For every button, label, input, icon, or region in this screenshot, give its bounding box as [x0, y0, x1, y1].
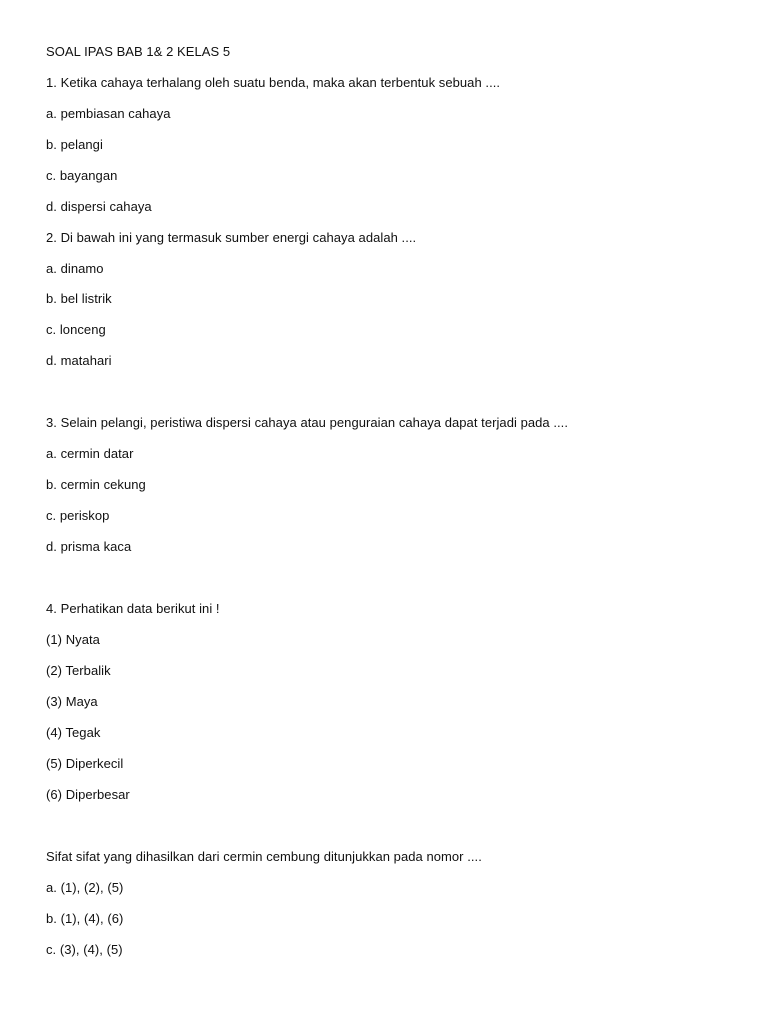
question-2-option-b: b. bel listrik [46, 291, 112, 306]
question-4-option-a: a. (1), (2), (5) [46, 880, 124, 895]
question-3-option-a: a. cermin datar [46, 446, 134, 461]
question-4-data-item-6: (6) Diperbesar [46, 787, 130, 802]
question-4-data-item-5: (5) Diperkecil [46, 756, 124, 771]
question-1-option-d: d. dispersi cahaya [46, 199, 152, 214]
question-4-data-item-4: (4) Tegak [46, 725, 101, 740]
question-1-option-b: b. pelangi [46, 137, 103, 152]
question-3-option-c: c. periskop [46, 508, 110, 523]
question-4-prompt: Sifat sifat yang dihasilkan dari cermin cembung ditunjukkan pada nomor .... [46, 849, 482, 864]
question-1-option-a: a. pembiasan cahaya [46, 106, 171, 121]
question-2-option-c: c. lonceng [46, 322, 106, 337]
question-2-text: 2. Di bawah ini yang termasuk sumber energi cahaya adalah .... [46, 230, 417, 245]
question-3-option-b: b. cermin cekung [46, 477, 146, 492]
question-3-option-d: d. prisma kaca [46, 539, 132, 554]
question-1-text: 1. Ketika cahaya terhalang oleh suatu benda, maka akan terbentuk sebuah .... [46, 75, 501, 90]
question-4-text: 4. Perhatikan data berikut ini ! [46, 601, 220, 616]
question-4-option-b: b. (1), (4), (6) [46, 911, 124, 926]
question-4-data-item-3: (3) Maya [46, 694, 98, 709]
document-title: SOAL IPAS BAB 1& 2 KELAS 5 [46, 44, 231, 59]
question-4-data-item-1: (1) Nyata [46, 632, 100, 647]
question-2-option-d: d. matahari [46, 353, 112, 368]
question-4-data-item-2: (2) Terbalik [46, 663, 111, 678]
question-2-option-a: a. dinamo [46, 261, 104, 276]
question-1-option-c: c. bayangan [46, 168, 118, 183]
question-4-option-c: c. (3), (4), (5) [46, 942, 123, 957]
question-3-text: 3. Selain pelangi, peristiwa dispersi cahaya atau penguraian cahaya dapat terjadi pada .... [46, 415, 569, 430]
